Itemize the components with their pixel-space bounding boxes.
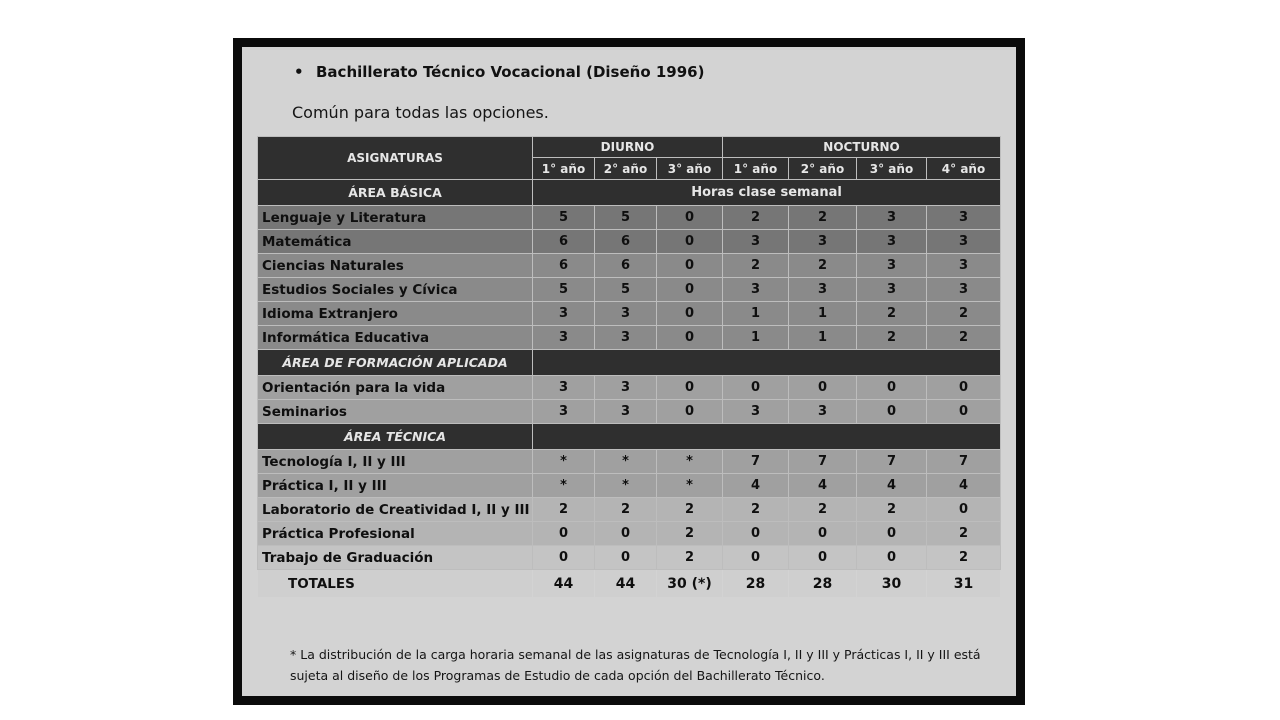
hours-cell: 7 [789, 450, 857, 474]
hours-cell: 0 [857, 546, 927, 570]
section-label-area-basica: ÁREA BÁSICA [258, 180, 533, 206]
table-row [258, 498, 1001, 522]
hours-cell: 1 [789, 302, 857, 326]
year-header: 3° año [657, 158, 723, 180]
table-row [258, 254, 1001, 278]
hours-cell: 2 [595, 498, 657, 522]
hours-cell: 3 [789, 230, 857, 254]
subject-name: Ciencias Naturales [258, 254, 533, 278]
hours-cell: 5 [595, 206, 657, 230]
section-filler [533, 350, 1001, 376]
hours-cell: 2 [857, 326, 927, 350]
hours-cell: 3 [723, 278, 789, 302]
section-row-area-formacion [258, 350, 1001, 376]
hours-cell: 0 [789, 522, 857, 546]
year-header: 2° año [789, 158, 857, 180]
table-row [258, 230, 1001, 254]
hours-cell: 3 [927, 230, 1001, 254]
hours-cell: 3 [595, 376, 657, 400]
hours-cell: 3 [857, 278, 927, 302]
hours-cell: 3 [723, 400, 789, 424]
hours-cell: * [657, 474, 723, 498]
hours-cell: 0 [927, 400, 1001, 424]
subject-name: Estudios Sociales y Cívica [258, 278, 533, 302]
hours-cell: 2 [789, 498, 857, 522]
total-cell: 44 [595, 570, 657, 598]
section-row-area-basica [258, 180, 1001, 206]
total-cell: 28 [789, 570, 857, 598]
hours-cell: 5 [533, 206, 595, 230]
subject-name: Lenguaje y Literatura [258, 206, 533, 230]
table-row [258, 206, 1001, 230]
section-row-area-tecnica [258, 424, 1001, 450]
total-cell: 44 [533, 570, 595, 598]
hours-cell: * [533, 450, 595, 474]
hours-cell: 0 [857, 400, 927, 424]
hours-cell: 2 [789, 254, 857, 278]
hours-cell: 0 [789, 546, 857, 570]
section-label-area-formacion: ÁREA DE FORMACIÓN APLICADA [258, 350, 533, 376]
hours-label: Horas clase semanal [533, 180, 1001, 206]
hours-cell: 3 [927, 206, 1001, 230]
hours-cell: 3 [927, 278, 1001, 302]
hours-cell: 0 [927, 498, 1001, 522]
subject-name: Trabajo de Graduación [258, 546, 533, 570]
document-page [242, 47, 1016, 696]
hours-cell: * [657, 450, 723, 474]
hours-cell: 3 [789, 400, 857, 424]
hours-cell: 0 [657, 206, 723, 230]
hours-cell: 2 [927, 522, 1001, 546]
hours-cell: 6 [595, 254, 657, 278]
hours-cell: 1 [789, 326, 857, 350]
year-header: 1° año [533, 158, 595, 180]
subject-name: Informática Educativa [258, 326, 533, 350]
hours-cell: 0 [789, 376, 857, 400]
hours-cell: 3 [595, 400, 657, 424]
hours-cell: 0 [657, 278, 723, 302]
hours-cell: 2 [857, 498, 927, 522]
total-cell: 28 [723, 570, 789, 598]
hours-cell: 2 [657, 522, 723, 546]
hours-cell: 5 [595, 278, 657, 302]
hours-cell: 0 [657, 230, 723, 254]
group-header-diurno: DIURNO [533, 137, 723, 158]
header-row-groups [258, 137, 1001, 158]
hours-cell: 3 [595, 326, 657, 350]
footnote: * La distribución de la carga horaria semanal de las asignaturas de Tecnología I, II y III y Prácticas I, II y III está sujeta al diseño de los Programas de Estudio de cada opción del Bachillerato Técnico. [290, 647, 981, 683]
document-subtitle: Común para todas las opciones. [292, 103, 549, 122]
hours-cell: 0 [533, 546, 595, 570]
document-frame [233, 38, 1025, 705]
hours-cell: 3 [857, 230, 927, 254]
hours-cell: 0 [723, 376, 789, 400]
hours-cell: 6 [533, 254, 595, 278]
hours-cell: * [533, 474, 595, 498]
table-row [258, 326, 1001, 350]
subject-name: Idioma Extranjero [258, 302, 533, 326]
hours-cell: 0 [927, 376, 1001, 400]
hours-cell: 3 [927, 254, 1001, 278]
hours-cell: 5 [533, 278, 595, 302]
hours-cell: 2 [657, 546, 723, 570]
total-cell: 31 [927, 570, 1001, 598]
section-label-area-tecnica: ÁREA TÉCNICA [258, 424, 533, 450]
total-cell: 30 [857, 570, 927, 598]
subject-name: Matemática [258, 230, 533, 254]
subject-name: Orientación para la vida [258, 376, 533, 400]
hours-cell: 0 [657, 400, 723, 424]
table-row [258, 278, 1001, 302]
hours-cell: 2 [857, 302, 927, 326]
hours-cell: 2 [533, 498, 595, 522]
heading-text: Bachillerato Técnico Vocacional (Diseño 1996) [316, 63, 705, 81]
hours-cell: 6 [533, 230, 595, 254]
hours-cell: 2 [927, 546, 1001, 570]
hours-cell: 4 [789, 474, 857, 498]
hours-cell: 0 [857, 376, 927, 400]
hours-cell: * [595, 450, 657, 474]
year-header: 1° año [723, 158, 789, 180]
totals-row [258, 570, 1001, 598]
hours-cell: 0 [657, 302, 723, 326]
hours-cell: 4 [927, 474, 1001, 498]
hours-cell: * [595, 474, 657, 498]
document-heading [294, 63, 704, 81]
hours-cell: 2 [723, 254, 789, 278]
table-row [258, 450, 1001, 474]
hours-cell: 3 [533, 326, 595, 350]
hours-cell: 3 [533, 302, 595, 326]
hours-cell: 4 [723, 474, 789, 498]
group-header-nocturno: NOCTURNO [723, 137, 1001, 158]
table-row [258, 522, 1001, 546]
hours-cell: 7 [857, 450, 927, 474]
curriculum-table [257, 136, 1001, 598]
hours-cell: 2 [657, 498, 723, 522]
subject-name: Práctica I, II y III [258, 474, 533, 498]
hours-cell: 7 [927, 450, 1001, 474]
hours-cell: 0 [857, 522, 927, 546]
year-header: 3° año [857, 158, 927, 180]
table-row [258, 302, 1001, 326]
year-header: 2° año [595, 158, 657, 180]
hours-cell: 1 [723, 302, 789, 326]
hours-cell: 0 [595, 546, 657, 570]
hours-cell: 0 [723, 522, 789, 546]
table-row [258, 474, 1001, 498]
hours-cell: 3 [857, 254, 927, 278]
hours-cell: 2 [927, 326, 1001, 350]
hours-cell: 3 [595, 302, 657, 326]
subject-name: Práctica Profesional [258, 522, 533, 546]
hours-cell: 2 [723, 206, 789, 230]
hours-cell: 7 [723, 450, 789, 474]
hours-cell: 2 [723, 498, 789, 522]
col-header-asignaturas: ASIGNATURAS [258, 137, 533, 180]
hours-cell: 3 [533, 400, 595, 424]
year-header: 4° año [927, 158, 1001, 180]
subject-name: Seminarios [258, 400, 533, 424]
table-row [258, 376, 1001, 400]
hours-cell: 3 [857, 206, 927, 230]
hours-cell: 3 [723, 230, 789, 254]
table-row [258, 546, 1001, 570]
hours-cell: 0 [657, 326, 723, 350]
hours-cell: 6 [595, 230, 657, 254]
total-cell: 30 (*) [657, 570, 723, 598]
hours-cell: 4 [857, 474, 927, 498]
section-filler [533, 424, 1001, 450]
hours-cell: 0 [533, 522, 595, 546]
hours-cell: 0 [657, 254, 723, 278]
hours-cell: 3 [533, 376, 595, 400]
hours-cell: 0 [723, 546, 789, 570]
table-row [258, 400, 1001, 424]
hours-cell: 0 [595, 522, 657, 546]
hours-cell: 2 [927, 302, 1001, 326]
hours-cell: 0 [657, 376, 723, 400]
bullet-marker: • [294, 63, 304, 81]
subject-name: Tecnología I, II y III [258, 450, 533, 474]
hours-cell: 2 [789, 206, 857, 230]
subject-name: Laboratorio de Creatividad I, II y III [258, 498, 533, 522]
hours-cell: 3 [789, 278, 857, 302]
totals-label: TOTALES [258, 570, 533, 598]
hours-cell: 1 [723, 326, 789, 350]
